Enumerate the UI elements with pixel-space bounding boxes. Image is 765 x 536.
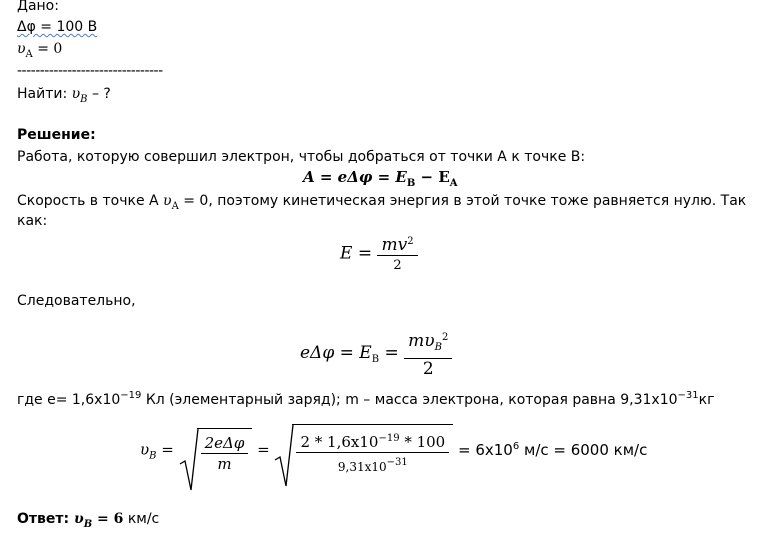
sqrt-1 [179,428,253,474]
calc-fraction-1 [201,433,249,474]
given-delta-phi [17,18,97,36]
sqrt-1-body [197,428,253,474]
where-exp1: −19 [120,390,142,401]
kinetic-equation [300,328,452,379]
calc-f2-num [296,429,449,453]
calculation [140,424,647,477]
calc-f2-den [296,453,449,477]
where-a: где е= 1,6x10 [17,392,121,408]
where-c: кг [698,392,715,408]
calc-result-b: м/с = 6000 км/с [519,440,648,459]
answer-label: Ответ: [17,511,74,527]
calc-f1-num: 2eΔφ [201,433,249,454]
calc-fraction-2 [296,429,449,477]
calc-f2-num-b: * 100 [399,433,446,451]
eq3-eq: = [379,343,405,363]
speed-var: υ [163,193,172,209]
work-equation [303,168,458,189]
calc-result [453,441,647,459]
speed-text-cont: как: [17,213,48,229]
work-text: Работа, которую совершил электрон, чтобы добраться от точки А к точке В: [17,149,586,165]
calc-f1-den: m [217,454,232,473]
find-var: υ [71,86,81,102]
eq3-sub: B [371,354,380,365]
answer-line [17,510,159,534]
calc-f2-num-a: 2 * 1,6x10 [300,433,379,451]
answer-value: = 6 [92,511,124,527]
radical-2-icon [274,424,294,488]
sqrt-2 [274,424,453,477]
energy-formula [340,232,418,276]
given-va-sub: A [25,49,33,60]
answer-sub: B [83,519,93,530]
calc-lhs: υ [140,440,150,459]
calc-f2-num-exp: −19 [378,433,400,444]
consequently-text: Следовательно, [17,293,136,309]
energy-fraction [377,232,417,276]
given-va-var: υ [17,41,26,57]
eq3-numerator [404,328,452,359]
constants-text [17,387,714,409]
eq1-part-c: − E [415,168,450,186]
energy-lhs: E = [340,243,378,264]
where-exp2: −31 [677,390,699,401]
eq1-sub-a: A [449,178,458,189]
energy-num-sup: 2 [407,236,414,247]
solution-heading: Решение: [17,127,96,143]
find-sub: B [80,94,88,105]
speed-sub: A [171,201,179,212]
calc-eq2: = [252,440,275,459]
eq1-sub-b: B [406,178,416,189]
eq1-part-a: A = eΔφ = E [303,168,407,186]
calc-lhs-sub: B [149,450,157,462]
find-line [17,85,111,109]
speed-text-b: = 0, поэтому кинетическая энергия в этой точке тоже равняется нулю. Так [178,193,747,209]
eq3-fraction [404,328,452,379]
energy-numerator [377,232,417,256]
calc-f2-den-a: 9,31x10 [337,460,387,474]
eq3-denominator: 2 [422,359,434,379]
energy-num-text: mv [381,235,408,255]
calc-result-exp: 6 [512,440,520,452]
answer-var: υ [73,511,84,527]
radical-1-icon [179,428,199,492]
separator: -------------------------------- [17,63,163,79]
answer-unit: км/с [123,511,160,527]
eq3-num-sup: 2 [441,332,449,343]
eq3-num-text: mυ [408,331,435,351]
calc-eq1: = [156,440,179,459]
given-delta-phi-text: Δφ = 100 В [17,19,98,35]
energy-denominator: 2 [393,258,402,273]
where-b: Кл (элементарный заряд); m – масса электрона, которая равна 9,31x10 [141,392,678,408]
given-initial-speed [17,40,62,64]
find-tail: – ? [87,86,111,102]
find-label: Найти: [17,86,72,102]
eq3-lhs: eΔφ = E [300,343,372,363]
calc-f2-den-exp: −31 [386,457,408,468]
calc-result-a: = 6x10 [453,440,513,459]
sqrt-2-body [292,424,453,477]
given-va-val: = 0 [32,41,63,57]
speed-text-a: Скорость в точке А [17,193,164,209]
speed-text [17,192,746,216]
given-heading: Дано: [17,0,59,14]
eq3-num-sub: B [434,342,442,353]
